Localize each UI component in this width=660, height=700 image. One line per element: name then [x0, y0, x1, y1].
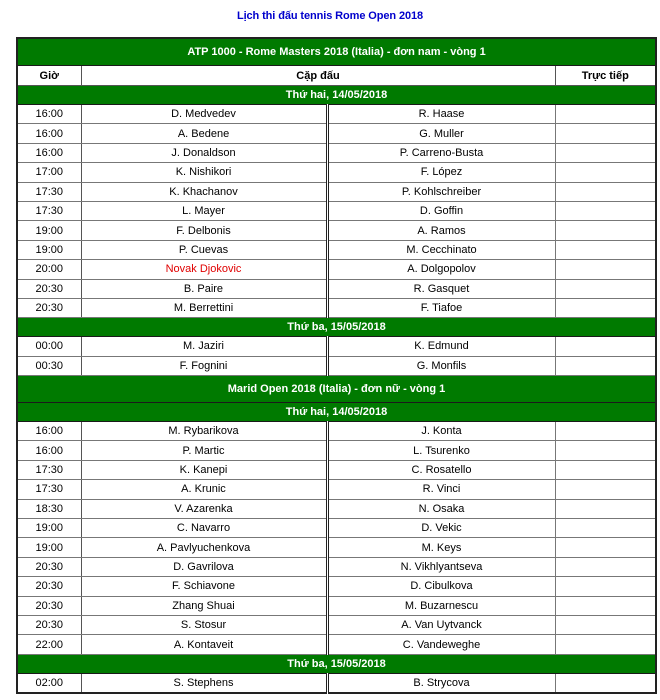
player-1: K. Nishikori: [81, 163, 327, 182]
player-1: F. Schiavone: [81, 577, 327, 596]
match-row: [17, 422, 656, 441]
live-stream-cell[interactable]: [555, 105, 656, 124]
live-stream-cell[interactable]: [555, 163, 656, 182]
player-1: K. Khachanov: [81, 182, 327, 201]
match-row: [17, 635, 656, 654]
live-stream-cell[interactable]: [555, 422, 656, 441]
live-stream-cell[interactable]: [555, 557, 656, 576]
live-stream-cell[interactable]: [555, 441, 656, 460]
match-row: [17, 124, 656, 143]
match-row: [17, 182, 656, 201]
player-1: F. Fognini: [81, 356, 327, 375]
match-time: 17:30: [17, 480, 81, 499]
player-2: G. Monfils: [327, 356, 555, 375]
live-stream-cell[interactable]: [555, 201, 656, 220]
match-row: [17, 143, 656, 162]
live-stream-cell[interactable]: [555, 124, 656, 143]
player-2: F. Tiafoe: [327, 298, 555, 317]
match-time: 20:30: [17, 298, 81, 317]
player-2: N. Osaka: [327, 499, 555, 518]
date-label: Thứ ba, 15/05/2018: [17, 318, 656, 337]
match-time: 00:30: [17, 356, 81, 375]
player-1: S. Stosur: [81, 615, 327, 634]
player-2: N. Vikhlyantseva: [327, 557, 555, 576]
player-2: D. Goffin: [327, 201, 555, 220]
match-time: 16:00: [17, 124, 81, 143]
player-1: Zhang Shuai: [81, 596, 327, 615]
player-1: D. Medvedev: [81, 105, 327, 124]
player-2: A. Ramos: [327, 221, 555, 240]
player-2: A. Dolgopolov: [327, 260, 555, 279]
match-time: 20:30: [17, 596, 81, 615]
player-2: A. Van Uytvanck: [327, 615, 555, 634]
date-label: Thứ hai, 14/05/2018: [17, 403, 656, 422]
player-2: B. Strycova: [327, 673, 555, 693]
player-2: L. Tsurenko: [327, 441, 555, 460]
live-stream-cell[interactable]: [555, 499, 656, 518]
match-time: 20:00: [17, 260, 81, 279]
live-stream-cell[interactable]: [555, 615, 656, 634]
date-row: [17, 318, 656, 337]
match-time: 02:00: [17, 673, 81, 693]
match-row: [17, 538, 656, 557]
player-2: M. Keys: [327, 538, 555, 557]
player-2: D. Vekic: [327, 519, 555, 538]
column-header-time: Giờ: [17, 66, 81, 86]
match-row: [17, 105, 656, 124]
match-time: 18:30: [17, 499, 81, 518]
player-2: C. Rosatello: [327, 460, 555, 479]
date-label: Thứ ba, 15/05/2018: [17, 654, 656, 673]
match-row: [17, 221, 656, 240]
player-2: K. Edmund: [327, 337, 555, 356]
player-1: F. Delbonis: [81, 221, 327, 240]
player-1: S. Stephens: [81, 673, 327, 693]
player-2: R. Vinci: [327, 480, 555, 499]
section-title: ATP 1000 - Rome Masters 2018 (Italia) - đơn nam - vòng 1: [17, 38, 656, 66]
player-2: G. Muller: [327, 124, 555, 143]
player-2: P. Kohlschreiber: [327, 182, 555, 201]
live-stream-cell[interactable]: [555, 460, 656, 479]
page-title: Lịch thi đấu tennis Rome Open 2018: [236, 10, 424, 22]
player-2: M. Cecchinato: [327, 240, 555, 259]
match-time: 17:30: [17, 460, 81, 479]
schedule-table: [16, 37, 657, 694]
match-row: [17, 596, 656, 615]
match-time: 19:00: [17, 538, 81, 557]
live-stream-cell[interactable]: [555, 596, 656, 615]
live-stream-cell[interactable]: [555, 260, 656, 279]
match-row: [17, 673, 656, 693]
live-stream-cell[interactable]: [555, 143, 656, 162]
match-row: [17, 480, 656, 499]
live-stream-cell[interactable]: [555, 298, 656, 317]
player-2: R. Gasquet: [327, 279, 555, 298]
match-time: 00:00: [17, 337, 81, 356]
match-time: 19:00: [17, 221, 81, 240]
live-stream-cell[interactable]: [555, 635, 656, 654]
column-header-match: Cặp đấu: [81, 66, 555, 86]
player-2: F. López: [327, 163, 555, 182]
match-row: [17, 201, 656, 220]
section-header: [17, 38, 656, 66]
match-row: [17, 356, 656, 375]
live-stream-cell[interactable]: [555, 240, 656, 259]
match-time: 20:30: [17, 557, 81, 576]
schedule-body: [17, 38, 656, 693]
player-2: M. Buzarnescu: [327, 596, 555, 615]
live-stream-cell[interactable]: [555, 221, 656, 240]
player-1: P. Martic: [81, 441, 327, 460]
player-2: R. Haase: [327, 105, 555, 124]
live-stream-cell[interactable]: [555, 673, 656, 693]
player-1: Novak Djokovic: [81, 260, 327, 279]
player-1: B. Paire: [81, 279, 327, 298]
player-1: K. Kanepi: [81, 460, 327, 479]
match-time: 20:30: [17, 615, 81, 634]
match-time: 19:00: [17, 240, 81, 259]
live-stream-cell[interactable]: [555, 577, 656, 596]
match-time: 16:00: [17, 105, 81, 124]
live-stream-cell[interactable]: [555, 279, 656, 298]
match-row: [17, 441, 656, 460]
match-row: [17, 240, 656, 259]
player-2: J. Konta: [327, 422, 555, 441]
match-row: [17, 499, 656, 518]
match-row: [17, 298, 656, 317]
match-time: 17:30: [17, 201, 81, 220]
live-stream-cell[interactable]: [555, 356, 656, 375]
match-time: 16:00: [17, 143, 81, 162]
match-time: 16:00: [17, 441, 81, 460]
live-stream-cell[interactable]: [555, 182, 656, 201]
player-1: A. Bedene: [81, 124, 327, 143]
match-time: 20:30: [17, 279, 81, 298]
player-2: C. Vandeweghe: [327, 635, 555, 654]
match-row: [17, 557, 656, 576]
player-2: P. Carreno-Busta: [327, 143, 555, 162]
player-2: D. Cibulkova: [327, 577, 555, 596]
live-stream-cell[interactable]: [555, 480, 656, 499]
match-time: 17:00: [17, 163, 81, 182]
match-time: 16:00: [17, 422, 81, 441]
match-row: [17, 615, 656, 634]
player-1: M. Berrettini: [81, 298, 327, 317]
match-time: 20:30: [17, 577, 81, 596]
match-row: [17, 163, 656, 182]
player-1: A. Pavlyuchenkova: [81, 538, 327, 557]
live-stream-cell[interactable]: [555, 538, 656, 557]
date-row: [17, 86, 656, 105]
match-time: 22:00: [17, 635, 81, 654]
column-header-live: Trực tiếp: [555, 66, 656, 86]
player-1: D. Gavrilova: [81, 557, 327, 576]
column-header-row: [17, 66, 656, 86]
match-row: [17, 577, 656, 596]
player-1: L. Mayer: [81, 201, 327, 220]
section-header: [17, 376, 656, 403]
match-row: [17, 460, 656, 479]
match-time: 19:00: [17, 519, 81, 538]
match-row: [17, 279, 656, 298]
live-stream-cell[interactable]: [555, 337, 656, 356]
player-1: M. Jaziri: [81, 337, 327, 356]
player-1: A. Krunic: [81, 480, 327, 499]
date-row: [17, 654, 656, 673]
live-stream-cell[interactable]: [555, 519, 656, 538]
player-1: M. Rybarikova: [81, 422, 327, 441]
player-1: J. Donaldson: [81, 143, 327, 162]
match-time: 17:30: [17, 182, 81, 201]
match-row: [17, 337, 656, 356]
player-1: P. Cuevas: [81, 240, 327, 259]
match-row: [17, 519, 656, 538]
player-1: V. Azarenka: [81, 499, 327, 518]
player-1: A. Kontaveit: [81, 635, 327, 654]
date-label: Thứ hai, 14/05/2018: [17, 86, 656, 105]
match-row: [17, 260, 656, 279]
player-1: C. Navarro: [81, 519, 327, 538]
section-title: Marid Open 2018 (Italia) - đơn nữ - vòng 1: [17, 376, 656, 403]
date-row: [17, 403, 656, 422]
